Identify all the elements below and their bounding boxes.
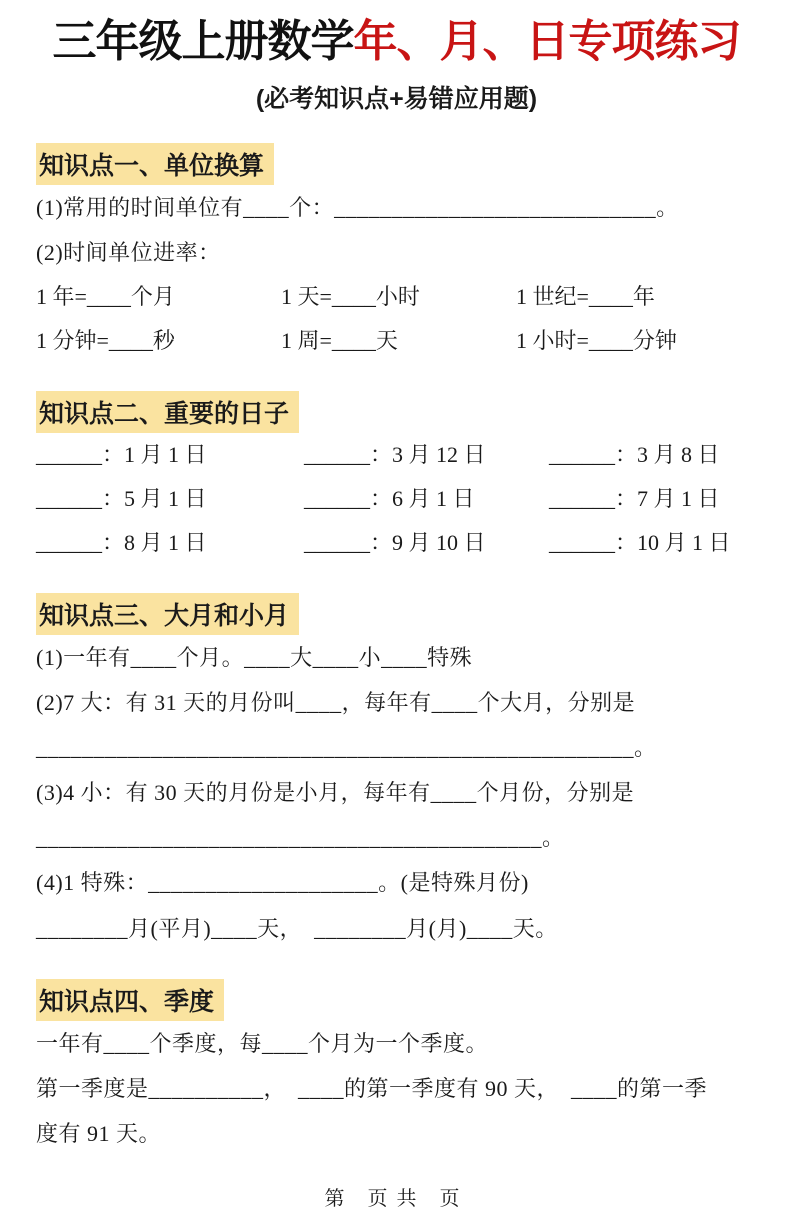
section-2-header: 知识点二、重要的日子 bbox=[36, 391, 299, 433]
day-item: ______：7 月 1 日 bbox=[549, 485, 720, 511]
conversion-item: 1 天=____小时 bbox=[281, 283, 420, 309]
section-1-line-2: (2)时间单位进率： bbox=[36, 239, 221, 265]
conversion-item: 1 小时=____分钟 bbox=[516, 327, 677, 353]
section-1-line-1: (1)常用的时间单位有____个：____________________________。 bbox=[36, 194, 679, 220]
section-4-line-2: 第一季度是__________， ____的第一季度有 90 天， ____的第一季 bbox=[36, 1075, 708, 1101]
section-4-line-1: 一年有____个季度，每____个月为一个季度。 bbox=[36, 1030, 489, 1056]
conversion-item: 1 分钟=____秒 bbox=[36, 327, 175, 353]
page-title-black-part: 三年级上册数学 bbox=[52, 17, 354, 66]
section-3-line-4: (3)4 小：有 30 天的月份是小月，每年有____个月份，分别是 bbox=[36, 780, 635, 806]
section-4-line-3: 度有 91 天。 bbox=[36, 1120, 162, 1146]
section-3-line-3: ____________________________________________________。 bbox=[36, 735, 657, 761]
section-quarters bbox=[36, 953, 757, 1156]
section-3-line-2: (2)7 大：有 31 天的月份叫____，每年有____个大月，分别是 bbox=[36, 690, 636, 716]
section-big-small-months bbox=[36, 567, 757, 951]
day-item: ______：5 月 1 日 bbox=[36, 485, 207, 511]
page-subtitle: (必考知识点+易错应用题) bbox=[255, 84, 538, 113]
day-item: ______：3 月 8 日 bbox=[549, 441, 720, 467]
conversion-item: 1 周=____天 bbox=[281, 327, 398, 353]
day-item: ______：6 月 1 日 bbox=[304, 485, 475, 511]
section-3-header: 知识点三、大月和小月 bbox=[36, 593, 299, 635]
page-title-red-part: 年、月、日专项练习 bbox=[353, 17, 741, 66]
conversion-item: 1 世纪=____年 bbox=[516, 283, 655, 309]
day-item: ______：10 月 1 日 bbox=[549, 529, 731, 555]
section-unit-conversion bbox=[36, 117, 757, 363]
section-3-line-1: (1)一年有____个月。____大____小____特殊 bbox=[36, 644, 473, 670]
conversion-grid bbox=[36, 275, 757, 363]
page-footer: 第 页共 页 bbox=[324, 1187, 469, 1210]
section-4-header: 知识点四、季度 bbox=[36, 979, 224, 1021]
section-3-line-6: (4)1 特殊：____________________。(是特殊月份) bbox=[36, 870, 529, 896]
section-1-header: 知识点一、单位换算 bbox=[36, 143, 274, 185]
day-item: ______：9 月 10 日 bbox=[304, 529, 486, 555]
page-title bbox=[36, 16, 757, 69]
section-3-line-5: ____________________________________________。 bbox=[36, 825, 565, 851]
day-item: ______：8 月 1 日 bbox=[36, 529, 207, 555]
conversion-item: 1 年=____个月 bbox=[36, 283, 175, 309]
day-item: ______：1 月 1 日 bbox=[36, 441, 207, 467]
important-days-grid bbox=[36, 433, 757, 565]
section-3-line-7: ________月(平月)____天， ________月(月)____天。 bbox=[36, 915, 558, 941]
section-important-days bbox=[36, 365, 757, 565]
day-item: ______：3 月 12 日 bbox=[304, 441, 486, 467]
